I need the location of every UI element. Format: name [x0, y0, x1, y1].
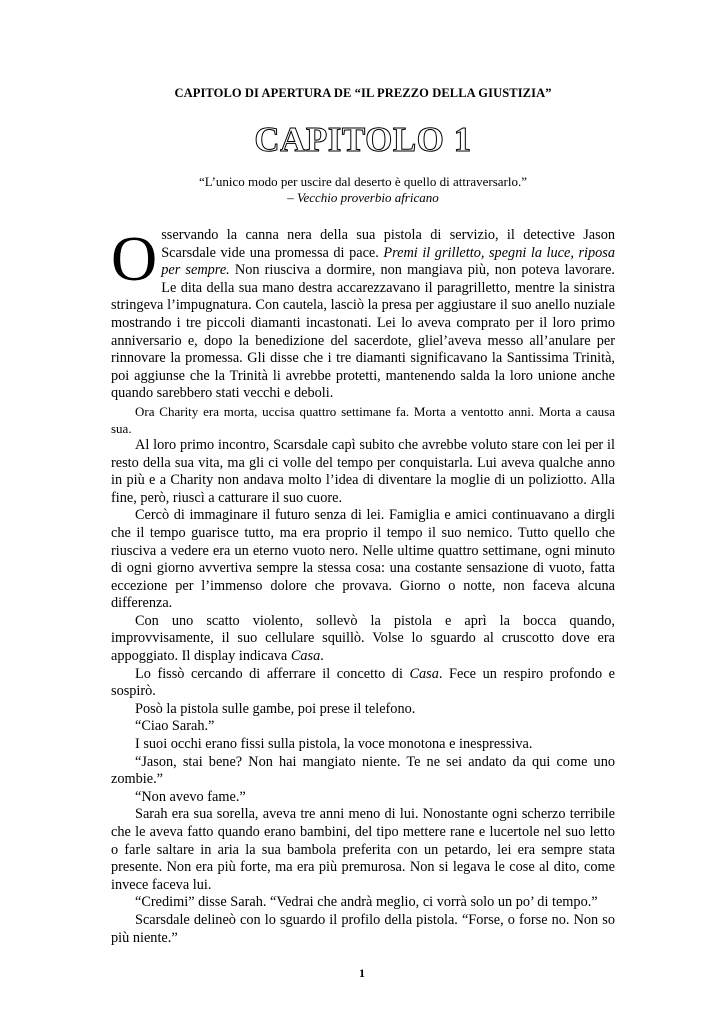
paragraph-6-part-c: . Fece un respiro profondo e sospirò.: [111, 665, 615, 700]
paragraph-1-part-c: Non riusciva a dormire, non mangiava più, non poteva lavorare. Le dita della sua mano destra accarezzavano il paragrilletto, mentre la sinistra stringeva l’impugnatura. Con cautela, lasciò la presa per aggiustare il suo anello nuziale mostrando i tre piccoli diamanti incastonati. Lei lo aveva comprato per il loro primo anniversario e, dopo la benedizione del sacerdote, gliel’aveva messo all’anulare per rinnovare la promessa. Gli disse che i tre diamanti significavano la Santissima Trinità, poi aggiunse che la Trinità li avrebbe protetti, mantenendo salda la loro unione anche quando sarebbero stati vecchi e deboli.: [111, 262, 615, 402]
paragraph-1: [111, 223, 615, 403]
paragraph-1-part-a: sservando la canna nera della sua pistola di servizio, il detective Jason Scarsdale vide una promessa di pace.: [161, 227, 615, 261]
paragraph-5-italic: Casa: [290, 648, 321, 665]
paragraph-3: Al loro primo incontro, Scarsdale capì subito che avrebbe voluto stare con lei per il resto della sua vita, ma gli ci volle del tempo per conquistarla. Lui aveva qualche anno in più e a Charity non andava molto l’idea di diventare la moglie di un poliziotto. Alla fine, però, riuscì a catturare il suo cuore.: [111, 436, 615, 506]
paragraph-1-italic: Premi il grilletto, spegni la luce, riposa per sempre.: [161, 244, 615, 279]
paragraph-6-part-a: Lo fissò cercando di afferrare il concetto di: [135, 665, 410, 682]
paragraph-5: [111, 613, 615, 666]
epigraph: [111, 174, 615, 206]
page-content: [111, 86, 615, 947]
paragraph-12: Sarah era sua sorella, aveva tre anni meno di lui. Nonostante ogni scherzo terribile che le aveva fatto quando erano bambini, del tipo mettere rane e lucertole nel suo letto o farle saltare in aria la sua bambola preferita con un petardo, lei era sempre stata presente. Non era più forte, ma era più premurosa. Non si legava le cose al dito, come invece faceva lui.: [111, 806, 615, 893]
paragraph-14: Scarsdale delineò con lo sguardo il profilo della pistola. “Forse, o forse no. Non so più niente.”: [111, 911, 615, 946]
paragraph-9: I suoi occhi erano fissi sulla pistola, la voce monotona e inespressiva.: [135, 736, 533, 753]
paragraph-5-part-a: Con uno scatto violento, sollevò la pistola e aprì la bocca quando, improvvisamente, il suo cellulare squillò. Volse lo sguardo al cruscotto dove era appoggiato. Il display indicava: [111, 612, 615, 665]
page-number: 1: [359, 966, 365, 980]
running-header: CAPITOLO DI APERTURA DE “IL PREZZO DELLA GIUSTIZIA”: [174, 86, 552, 100]
paragraph-5-part-c: .: [320, 648, 324, 665]
paragraph-8: “Ciao Sarah.”: [135, 718, 215, 735]
drop-cap: O: [111, 223, 158, 294]
chapter-title: CAPITOLO 1: [254, 120, 472, 159]
paragraph-4: Cercò di immaginare il futuro senza di lei. Famiglia e amici continuavano a dirgli che il tempo guarisce tutto, ma era proprio il tempo il suo nemico. Tutto quello che riusciva a vedere era un eterno vuoto nero. Nelle ultime quattro settimane, ogni minuto di ogni giorno avvertiva sempre la stessa cosa: una costante sensazione di vuoto, fatta eccezione per l’immenso dolore che provava. Giorno o notte, non faceva alcuna differenza.: [111, 507, 615, 612]
chapter-body: [111, 223, 615, 947]
paragraph-2: Ora Charity era morta, uccisa quattro settimane fa. Morta a ventotto anni. Morta a causa sua.: [111, 403, 615, 436]
paragraph-11: “Non avevo fame.”: [135, 788, 246, 805]
paragraph-6-italic: Casa: [409, 665, 439, 682]
paragraph-6: [111, 666, 615, 701]
paragraph-10: “Jason, stai bene? Non hai mangiato niente. Te ne sei andato da qui come uno zombie.”: [111, 753, 615, 788]
paragraph-13: “Credimi” disse Sarah. “Vedrai che andrà meglio, ci vorrà solo un po’ di tempo.”: [135, 894, 598, 911]
paragraph-7: Posò la pistola sulle gambe, poi prese il telefono.: [135, 700, 416, 717]
epigraph-quote: “L’unico modo per uscire dal deserto è quello di attraversarlo.”: [198, 174, 527, 189]
epigraph-attribution: – Vecchio proverbio africano: [287, 190, 439, 205]
